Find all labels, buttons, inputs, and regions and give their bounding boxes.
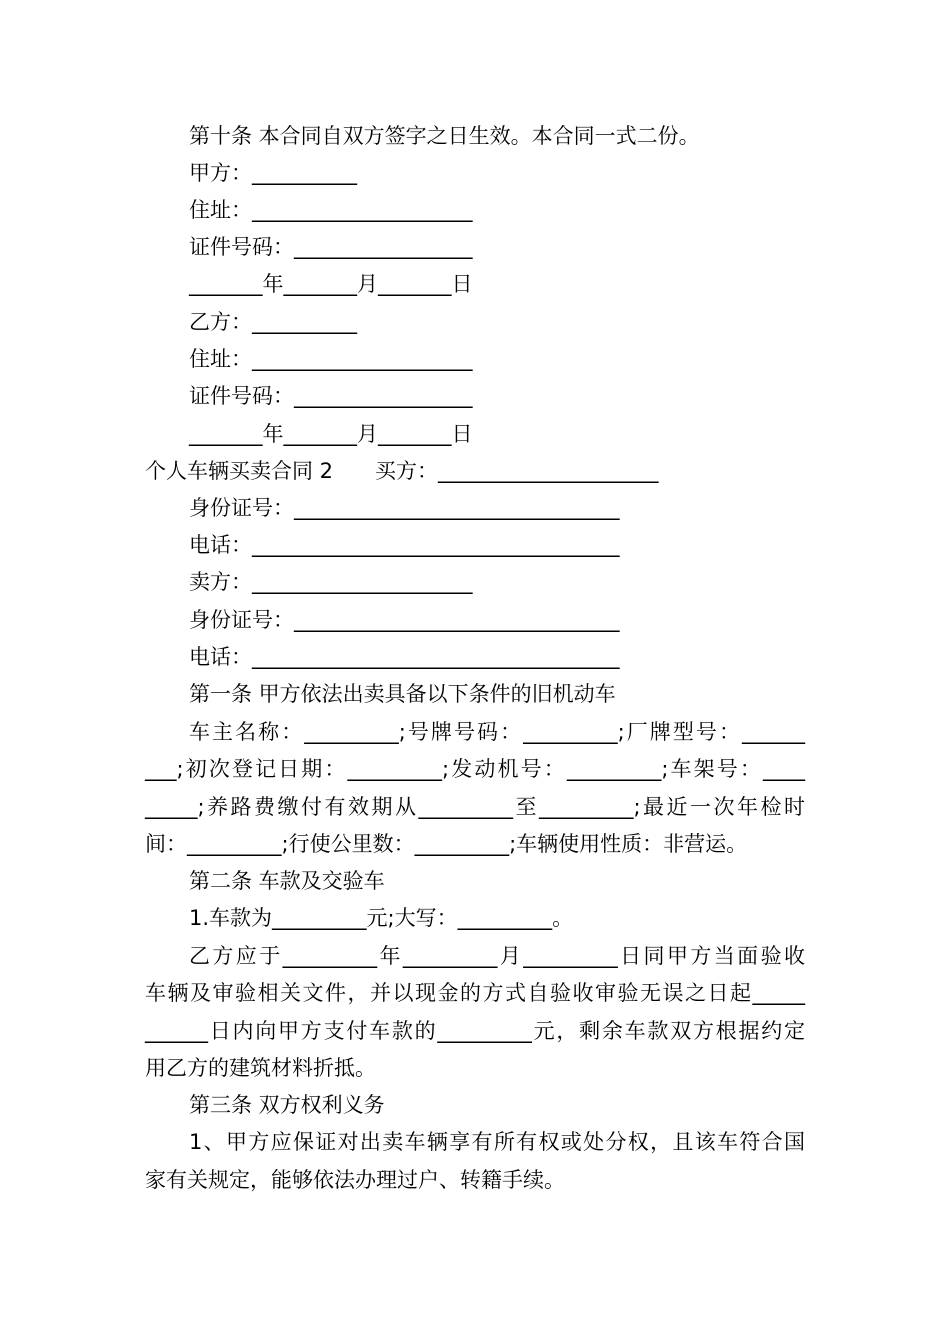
- article-2-heading: 第二条 车款及交验车: [189, 869, 385, 893]
- article-10-text: 第十条 本合同自双方签字之日生效。本合同一式二份。: [189, 124, 700, 148]
- inspection-line-4: 用乙方的建筑材料折抵。: [145, 1056, 376, 1080]
- party-b-date-line: _______年_______月_______日: [189, 422, 473, 446]
- article-3-heading: 第三条 双方权利义务: [189, 1093, 385, 1117]
- party-a-id-line: 证件号码：_________________: [189, 235, 473, 259]
- party-b-address-line: 住址：_____________________: [189, 347, 473, 371]
- buyer-phone-line: 电话：___________________________________: [189, 533, 620, 557]
- article-1-heading: 第一条 甲方依法出卖具备以下条件的旧机动车: [189, 682, 616, 706]
- obligation-1-line-1: 1、甲方应保证对出卖车辆享有所有权或处分权，且该车符合国: [189, 1130, 805, 1154]
- inspection-line-2: 车辆及审验相关文件，并以现金的方式自验收审验无误之日起_____: [145, 981, 805, 1005]
- contract-2-title-buyer-line: 个人车辆买卖合同 2 买方：_____________________: [145, 459, 659, 483]
- price-line: 1.车款为_________元;大写：_________。: [189, 906, 574, 930]
- seller-id-line: 身份证号：_______________________________: [189, 608, 620, 632]
- seller-phone-line: 电话：___________________________________: [189, 645, 620, 669]
- party-b-name-line: 乙方：__________: [189, 310, 357, 334]
- seller-name-line: 卖方：_____________________: [189, 570, 473, 594]
- party-a-date-line: _______年_______月_______日: [189, 272, 473, 296]
- vehicle-info-line-4: 间：_________;行使公里数：_________;车辆使用性质：非营运。: [145, 832, 748, 856]
- party-a-address-line: 住址：_____________________: [189, 198, 473, 222]
- party-b-id-line: 证件号码：_________________: [189, 384, 473, 408]
- party-a-name-line: 甲方：__________: [189, 161, 357, 185]
- vehicle-info-line-2: ___;初次登记日期：_________;发动机号：_________;车架号：____: [145, 757, 805, 781]
- buyer-id-line: 身份证号：_______________________________: [189, 496, 620, 520]
- vehicle-info-line-1: 车主名称：_________;号牌号码：_________;厂牌型号：______: [189, 720, 805, 744]
- obligation-1-line-2: 家有关规定，能够依法办理过户、转籍手续。: [145, 1168, 565, 1192]
- vehicle-info-line-3: _____;养路费缴付有效期从_________至_________;最近一次年检时: [145, 795, 805, 819]
- inspection-line-3: ______日内向甲方支付车款的_________元，剩余车款双方根据约定: [145, 1019, 805, 1043]
- inspection-line-1: 乙方应于_________年_________月_________日同甲方当面验收: [189, 944, 805, 968]
